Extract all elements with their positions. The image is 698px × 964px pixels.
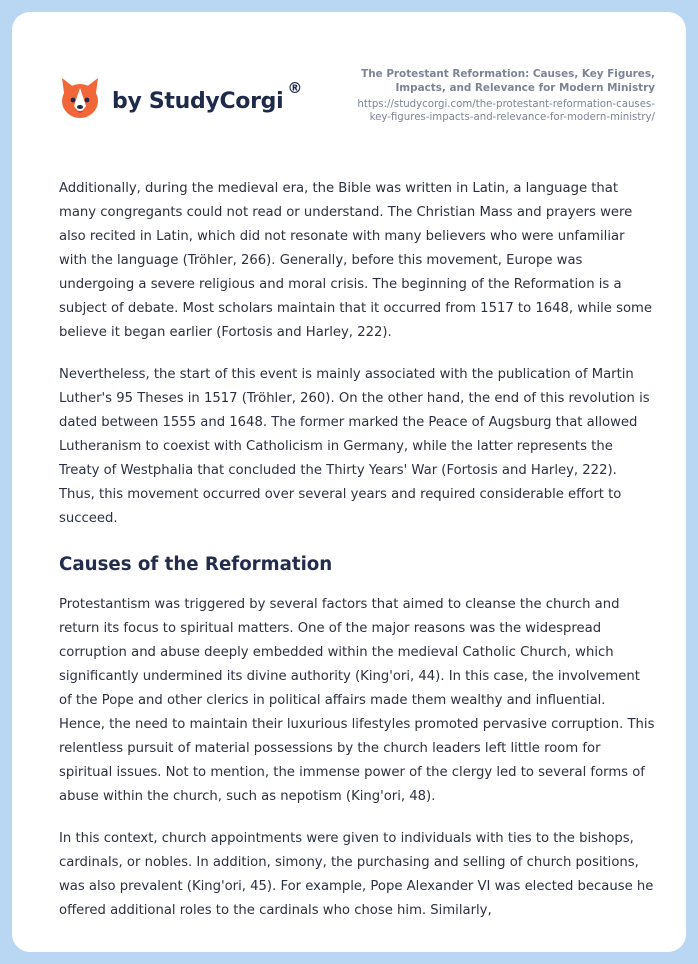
corgi-logo-icon: [60, 76, 100, 120]
section-heading: Causes of the Reformation: [59, 554, 333, 575]
paragraph: In this context, church appointments were given to individuals with ties to the bishops, cardinals, or nobles. In addition, simony, the purchasing and selling of church positions, was also prevalent (King'ori, 45). For example, Pope Alexander VI was elected because he offered additional roles to the cardinals who chose him. Similarly,: [59, 831, 654, 918]
document-url[interactable]: https://studycorgi.com/the-protestant-reformation-causes- key-figures-impacts-and-relevance-for-modern-ministry/: [357, 99, 655, 123]
studycorgi-logo[interactable]: [60, 76, 302, 120]
document-meta: [310, 67, 655, 124]
brand-name: by StudyCorgi®: [112, 78, 303, 114]
registered-mark: ®: [287, 78, 303, 97]
page-header: [12, 12, 686, 162]
paragraph: Additionally, during the medieval era, the Bible was written in Latin, a language that many congregants could not read or understand. The Christian Mass and prayers were also recited in Latin, which did not resonate with many believers who were unfamiliar with the language (Tröhler, 266). Generally, before this movement, Europe was undergoing a severe religious and moral crisis. The beginning of the Reformation is a subject of debate. Most scholars maintain that it occurred from 1517 to 1648, while some believe it began earlier (Fortosis and Harley, 222).: [59, 181, 652, 340]
article-body: [59, 177, 655, 941]
document-title: The Protestant Reformation: Causes, Key Figures, Impacts, and Relevance for Modern Ministry: [361, 68, 655, 94]
paragraph: Nevertheless, the start of this event is mainly associated with the publication of Martin Luther's 95 Theses in 1517 (Tröhler, 260). On the other hand, the end of this revolution is dated between 1555 and 1648. The former marked the Peace of Augsburg that allowed Lutheranism to coexist with Catholicism in Germany, while the latter represents the Treaty of Westphalia that concluded the Thirty Years' War (Fortosis and Harley, 222). Thus, this movement occurred over several years and required considerable effort to succeed.: [59, 367, 650, 526]
paragraph: Protestantism was triggered by several factors that aimed to cleanse the church and return its focus to spiritual matters. One of the major reasons was the widespread corruption and abuse deeply embedded within the medieval Catholic Church, which significantly undermined its divine authority (King'ori, 44). In this case, the involvement of the Pope and other clerics in political affairs made them wealthy and influential. Hence, the need to maintain their luxurious lifestyles promoted pervasive corruption. This relentless pursuit of material possessions by the church leaders left little room for spiritual issues. Not to mention, the immense power of the clergy led to several forms of abuse within the church, such as nepotism (King'ori, 48).: [59, 597, 655, 804]
document-page: [12, 12, 686, 952]
